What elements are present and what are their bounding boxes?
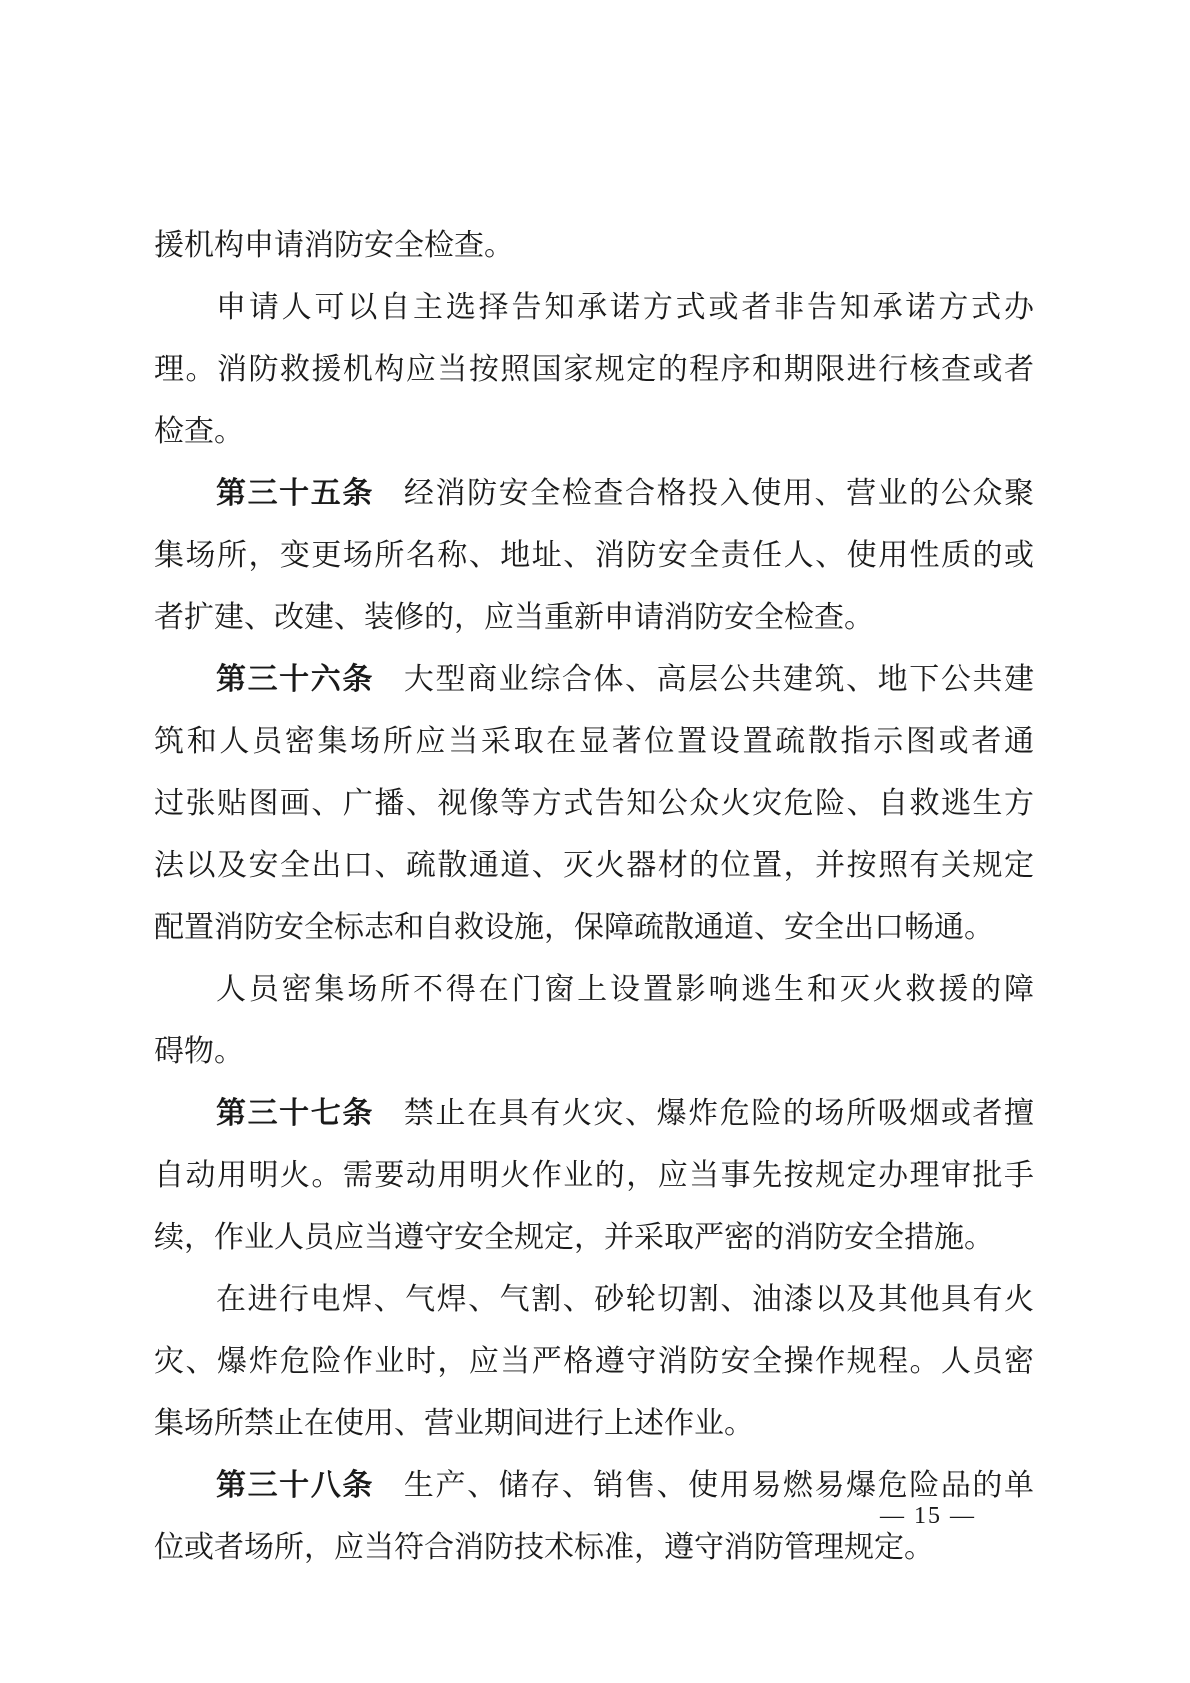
text-line: 法以及安全出口、疏散通道、灭火器材的位置，并按照有关规定	[154, 848, 1034, 883]
text-line: 自动用明火。需要动用明火作业的，应当事先按规定办理审批手	[154, 1158, 1034, 1193]
article-37-line	[154, 1083, 1034, 1145]
text-line: 集场所，变更场所名称、地址、消防安全责任人、使用性质的或	[154, 538, 1034, 573]
text-line: 位或者场所，应当符合消防技术标准，遵守消防管理规定。	[154, 1530, 934, 1565]
text-line: 筑和人员密集场所应当采取在显著位置设置疏散指示图或者通	[154, 724, 1034, 759]
article-35-text: 经消防安全检查合格投入使用、营业的公众聚	[403, 476, 1035, 511]
document-body	[154, 215, 1034, 1579]
text-line: 援机构申请消防安全检查。	[154, 228, 514, 263]
text-line: 灾、爆炸危险作业时，应当严格遵守消防安全操作规程。人员密	[154, 1344, 1034, 1379]
article-38-title: 第三十八条	[216, 1468, 374, 1503]
article-36-line	[154, 649, 1034, 711]
text-line: 人员密集场所不得在门窗上设置影响逃生和灭火救援的障	[216, 972, 1034, 1007]
page-number: — 15 —	[880, 1503, 976, 1529]
article-37-text: 禁止在具有火灾、爆炸危险的场所吸烟或者擅	[403, 1096, 1035, 1131]
article-35-line	[154, 463, 1034, 525]
text-line: 续，作业人员应当遵守安全规定，并采取严密的消防安全措施。	[154, 1220, 994, 1255]
article-37-title: 第三十七条	[216, 1096, 374, 1131]
text-line: 理。消防救援机构应当按照国家规定的程序和期限进行核查或者	[154, 352, 1034, 387]
article-36-title: 第三十六条	[216, 662, 374, 697]
text-line: 配置消防安全标志和自救设施，保障疏散通道、安全出口畅通。	[154, 910, 994, 945]
text-line: 检查。	[154, 414, 244, 449]
article-38-text: 生产、储存、销售、使用易燃易爆危险品的单	[403, 1468, 1035, 1503]
text-line: 集场所禁止在使用、营业期间进行上述作业。	[154, 1406, 754, 1441]
article-36-text: 大型商业综合体、高层公共建筑、地下公共建	[403, 662, 1035, 697]
text-line: 申请人可以自主选择告知承诺方式或者非告知承诺方式办	[216, 290, 1034, 325]
text-line: 过张贴图画、广播、视像等方式告知公众火灾危险、自救逃生方	[154, 786, 1034, 821]
text-line: 在进行电焊、气焊、气割、砂轮切割、油漆以及其他具有火	[216, 1282, 1034, 1317]
article-35-title: 第三十五条	[216, 476, 374, 511]
text-line: 者扩建、改建、装修的，应当重新申请消防安全检查。	[154, 600, 874, 635]
text-line: 碍物。	[154, 1034, 244, 1069]
